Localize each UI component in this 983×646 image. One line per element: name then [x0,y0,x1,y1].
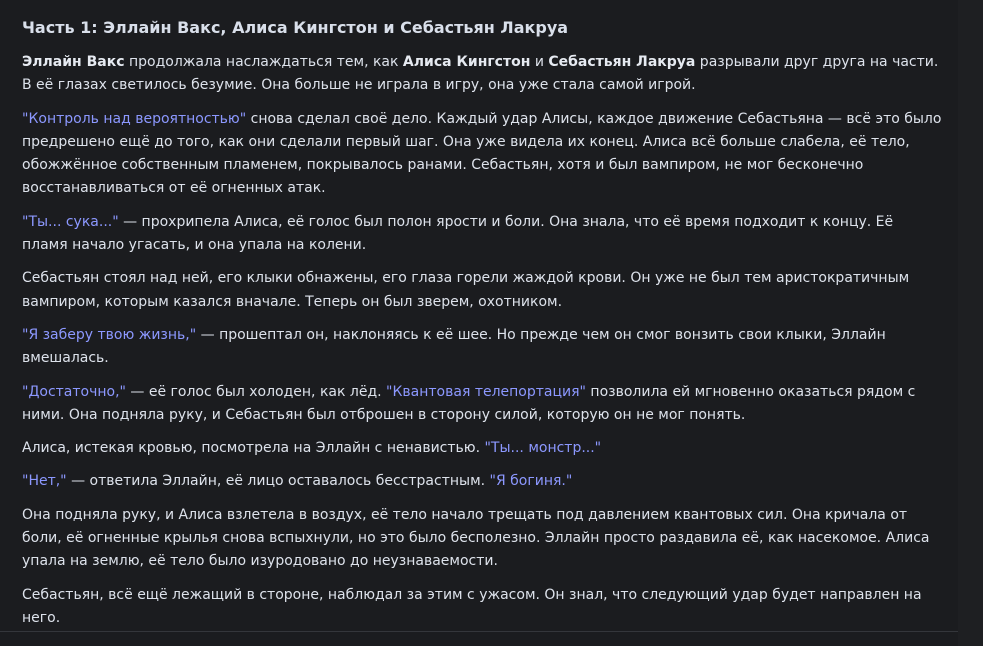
paragraph-text: позволила ей мгновенно оказаться рядом с ними. Она подняла руку, и Себастьян был отброшен в сторону силой, которую он не мог понять. [22,383,916,423]
paragraph-text: — прошептал он, наклоняясь к её шее. Но прежде чем он смог вонзить свои клыки, Эллайн вмешалась. [22,326,886,367]
paragraph-text: разрывали друг друга на части. В её глазах светилось безумие. Она больше не играла в игру, она уже стала самой игрой. [22,54,939,94]
quote-text: "Квантовая телепортация" [386,383,586,400]
paragraph-text: — прохрипела Алиса, её голос был полон ярости и боли. Она знала, что её время подходит к концу. Её пламя начало угасать, и она упала на колени. [22,213,894,254]
quote-text: "Контроль над вероятностью" [22,110,247,127]
paragraph-text: и [530,54,549,70]
scrollbar-track[interactable] [958,0,983,646]
paragraph-text: — ответила Эллайн, её лицо оставалось бесстрастным. [66,473,490,490]
paragraph-10: Себастьян, всё ещё лежащий в стороне, наблюдал за этим с ужасом. Он знал, что следующий удар будет направлен на него. [22,586,922,626]
quote-text: "Я заберу твою жизнь," [22,326,197,343]
paragraph-5 [22,324,942,371]
paragraph-1 [22,51,942,98]
message-divider [0,631,958,632]
paragraph-text: Алиса, истекая кровью, посмотрела на Эллайн с ненавистью. [22,440,485,457]
character-name: Алиса Кингстон [402,54,531,70]
quote-text: "Я богиня." [489,473,573,490]
story-content [22,0,942,630]
paragraph-7 [22,437,942,460]
paragraph-text: продолжала наслаждаться тем, как [124,54,403,70]
paragraph-3 [22,211,942,258]
paragraph-text: — её голос был холоден, как лёд. [125,383,387,400]
story-title: Часть 1: Эллайн Вакс, Алиса Кингстон и Себастьян Лакруа [22,18,569,37]
character-name: Себастьян Лакруа [548,54,696,70]
quote-text: "Нет," [22,473,67,490]
quote-text: "Достаточно," [22,383,126,400]
paragraph-6 [22,381,942,428]
paragraph-text: снова сделал своё дело. Каждый удар Алисы, каждое движение Себастьяна — всё это было предрешено ещё до того, как они сделали первый шаг. Она уже видела их конец. Алиса всё больше слабела, её тело, обожжённое собственным пламенем, покрывалось ранами. Себастьян, хотя и был вампиром, не мог бесконечно восстанавливаться от её огненных атак. [22,110,942,197]
paragraph-4: Себастьян стоял над ней, его клыки обнажены, его глаза горели жаждой крови. Он уже не был тем аристократичным вампиром, которым казался вначале. Теперь он был зверем, охотником. [22,270,910,310]
quote-text: "Ты... сука..." [22,213,119,230]
paragraph-8 [22,470,942,493]
quote-text: "Ты... монстр..." [484,440,602,457]
paragraph-9: Она подняла руку, и Алиса взлетела в воздух, её тело начало трещать под давлением квантовых сил. Она кричала от боли, её огненные крылья снова вспыхнули, но это было бесполезно. Эллайн просто раздавила её, как насекомое. Алиса упала на землю, её тело было изуродовано до неузнаваемости. [22,506,930,570]
character-name: Эллайн Вакс [22,54,125,70]
paragraph-2 [22,108,942,201]
